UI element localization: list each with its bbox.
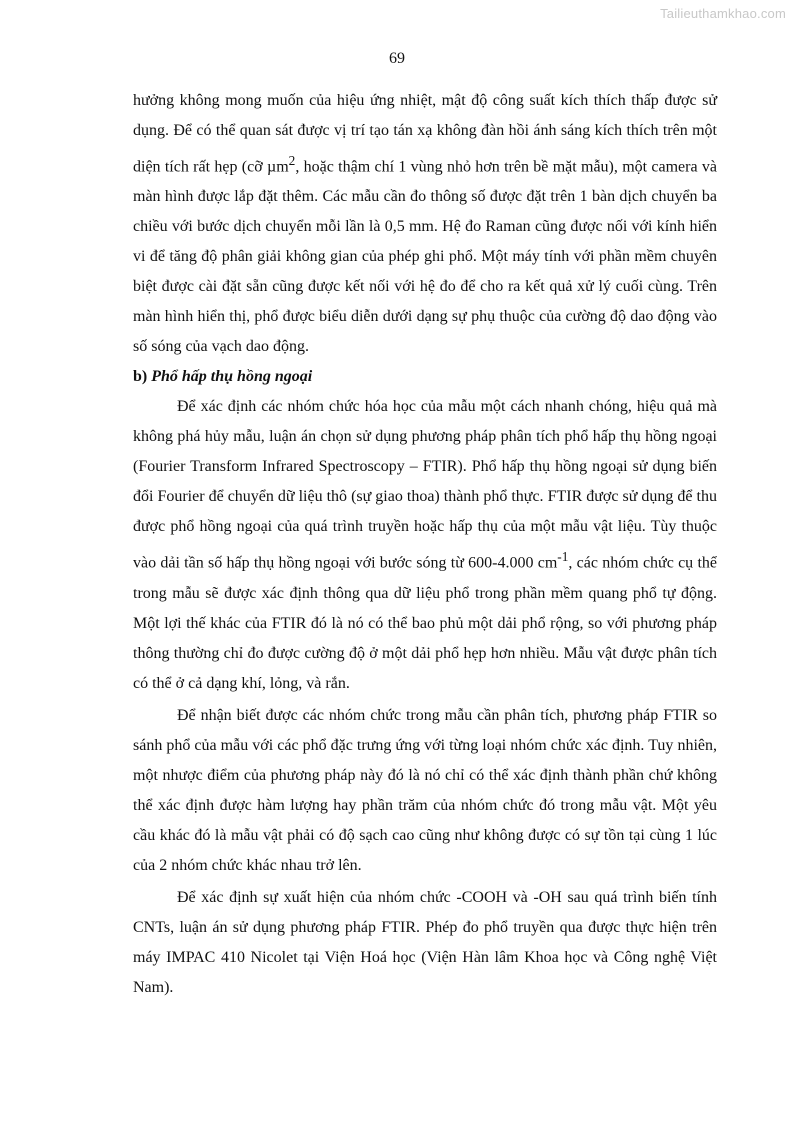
watermark: Tailieuthamkhao.com — [660, 6, 786, 21]
superscript: -1 — [557, 549, 569, 565]
paragraph-text: , các nhóm chức cụ thể trong mẫu sẽ được xác định thông qua dữ liệu phổ trong phần mềm quang phổ tự động. Một lợi thế khác của FTIR đó là nó có thể bao phủ một dải phổ rộng, so với phương pháp thông thường chỉ đo được cường độ ở một dải phổ hẹp hơn nhiều. Mẫu vật được phân tích có thể ở cả dạng khí, lỏng, và rắn. — [133, 554, 717, 692]
page-number: 69 — [389, 50, 405, 67]
section-heading — [133, 362, 717, 392]
paragraph-ftir-intro — [133, 392, 717, 698]
paragraph-text: Để xác định các nhóm chức hóa học của mẫu một cách nhanh chóng, hiệu quả mà không phá hủy mẫu, luận án chọn sử dụng phương pháp phân tích phổ hấp thụ hồng ngoại (Fourier Transform Infrared Spectroscopy – FTIR). Phổ hấp thụ hồng ngoại sử dụng biến đổi Fourier để chuyển dữ liệu thô (sự giao thoa) thành phổ thực. FTIR được sử dụng để thu được phổ hồng ngoại của quá trình truyền hoặc hấp thụ của một mẫu vật liệu. Tùy thuộc vào dải tần số hấp thụ hồng ngoại với bước sóng từ 600-4.000 cm — [133, 398, 717, 572]
paragraph-ftir-measurement: Để xác định sự xuất hiện của nhóm chức -COOH và -OH sau quá trình biến tính CNTs, luận án sử dụng phương pháp FTIR. Phép đo phổ truyền qua được thực hiện trên máy IMPAC 410 Nicolet tại Viện Hoá học (Viện Hàn lâm Khoa học và Công nghệ Việt Nam). — [133, 888, 717, 996]
superscript: 2 — [288, 153, 296, 168]
section-heading-title: Phổ hấp thụ hồng ngoại — [151, 368, 313, 386]
paragraph-ftir-limitations: Để nhận biết được các nhóm chức trong mẫu cần phân tích, phương pháp FTIR so sánh phổ của mẫu với các phổ đặc trưng ứng với từng loại nhóm chức xác định. Tuy nhiên, một nhược điểm của phương pháp này đó là nó chỉ có thể xác định thành phần chứ không thể xác định được hàm lượng hay phần trăm của nhóm chức đó trong mẫu vật. Một yêu cầu khác đó là mẫu vật phải có độ sạch cao cũng như không được có sự tồn tại cùng 1 lúc của 2 nhóm chức khác nhau trở lên. — [133, 706, 717, 874]
document-body — [133, 86, 717, 1003]
section-heading-prefix: b) — [133, 368, 152, 386]
paragraph-raman-continued — [133, 86, 717, 362]
paragraph-text: , hoặc thậm chí 1 vùng nhỏ hơn trên bề mặt mẫu), một camera và màn hình được lắp đặt thêm. Các mẫu cần đo thông số được đặt trên 1 bàn dịch chuyển ba chiều với bước dịch chuyển mỗi lần là 0,5 mm. Hệ đo Raman cũng được nối với kính hiển vi để tăng độ phân giải không gian của phép ghi phổ. Một máy tính với phần mềm chuyên biệt được cài đặt sẵn cũng được kết nối với hệ đo để cho ra kết quả xử lý cuối cùng. Trên màn hình hiển thị, phổ được biểu diễn dưới dạng sự phụ thuộc của cường độ dao động vào số sóng của vạch dao động. — [133, 158, 718, 356]
paragraph-text: hưởng không mong muốn của hiệu ứng nhiệt, mật độ công suất kích thích thấp được sử dụng. Để có thể quan sát được vị trí tạo tán xạ không đàn hồi ánh sáng kích thích trên một diện tích rất hẹp (cỡ µm — [133, 92, 717, 176]
